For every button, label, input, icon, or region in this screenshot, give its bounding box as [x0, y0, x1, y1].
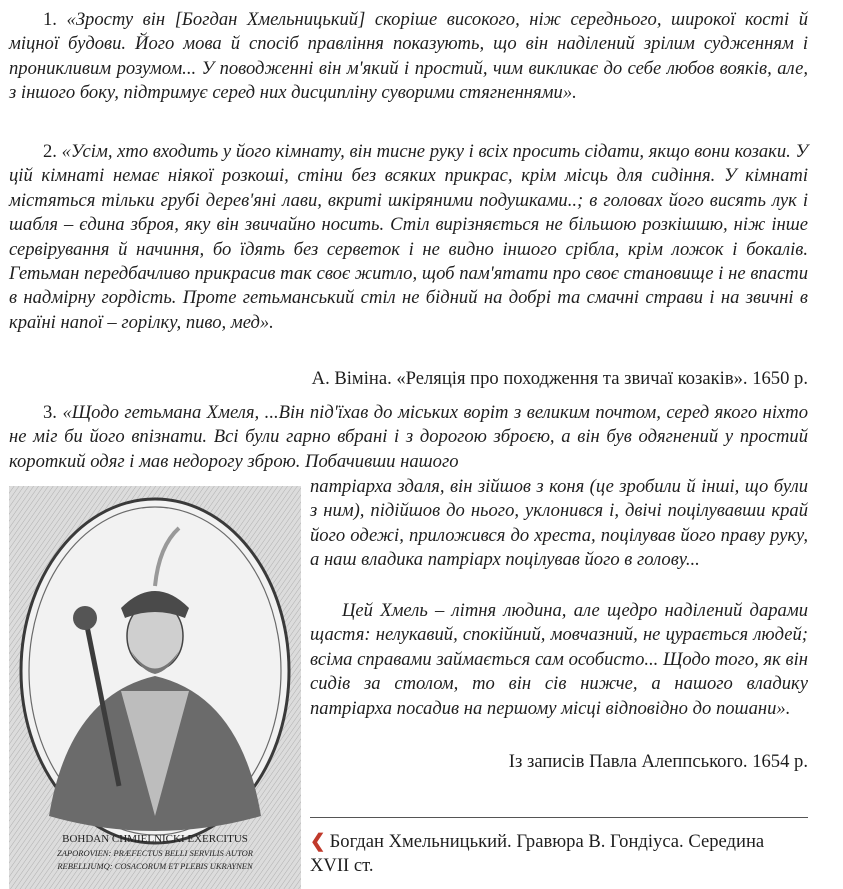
quote-3-side-text-2: Цей Хмель – літня людина, але щедро наділений дарами щастя: нелукавий, спокійний, мовчазний, не цурається людей; всіма справами займається сам особисто... Щодо того, як він сидів за столом, то він сів нижче, а нашого владику патріарха посадив на першому місці відповідно до пошани».	[310, 600, 808, 719]
quote-2-number: 2.	[43, 141, 57, 162]
quote-3-source: Із записів Павла Алеппського. 1654 р.	[508, 751, 808, 772]
engraving-inscription-1: BOHDAN CHMIELNICKI EXERCITUS	[62, 833, 248, 845]
quote-2-text: «Усім, хто входить у його кімнату, він тисне руку і всіх просить сідати, якщо вони козаки. У цій кімнаті немає ніякої розкоші, стіни без всяких прикрас, крім місць для сидіння. У кімнаті містяться тільки грубі дерев'яні лави, вкриті шкіряними подушками..; в головах його висять лук і шабля – єдина зброя, яку він звичайно носить. Стіл вирізняється не більшою розкішшю, ніж інше сервірування й начиння, бо їдять без серветок і не видно іншого срібла, крім ложок і бокалів. Гетьман передбачливо прикрасив так своє житло, щоб пам'ятати про своє становище і не впасти в надмірну гордість. Проте гетьманський стіл не бідний на добрі та смачні страви і на звичні в країні напої – горілку, пиво, мед».	[9, 141, 808, 333]
engraving-inscription-2: ZAPOROVIEN: PRÆFECTUS BELLI SERVILIS AUTOR	[57, 848, 253, 858]
portrait-engraving	[9, 486, 301, 889]
quote-3-number: 3.	[43, 402, 57, 423]
figure-caption	[310, 830, 808, 878]
quote-3-text-top: «Щодо гетьмана Хмеля, ...Він під'їхав до міських воріт з великим почтом, серед якого ніхто не міг би його впізнати. Всі були гарно вбрані і з дорогою зброєю, а він був одягнений у простий короткий одяг і мав недорогу зброю. Побачивши нашого	[9, 402, 809, 472]
quote-3-side-text: патріарха здаля, він зійшов з коня (це зробили й інші, що були з ним), підійшов до нього, уклонився і, двічі поцілувавши край його одежі, приложився до хреста, поцілував його праву руку, а наш владика патріарх поцілував його в голову...	[310, 476, 808, 571]
quote-1	[9, 8, 808, 106]
caption-divider	[310, 817, 808, 818]
portrait-illustration	[9, 486, 301, 889]
quote-2-source: А. Віміна. «Реляція про походження та звичаї козаків». 1650 р.	[311, 368, 808, 389]
engraving-inscription-3: REBELLIUMQ: COSACORUM ET PLEBIS UKRAYNEN	[57, 861, 253, 871]
quote-2	[9, 140, 808, 335]
quote-3	[9, 401, 808, 474]
left-arrow-icon: ❮	[310, 831, 326, 852]
caption-text: Богдан Хмельницький. Гравюра В. Гондіуса. Середина XVII ст.	[310, 831, 765, 876]
quote-1-text: «Зросту він [Богдан Хмельницький] скоріше високого, ніж середнього, широкої кості й міцної будови. Його мова й спосіб правління показують, що він наділений зрілим судженням і проникливим розумом... У поводженні він м'який і простий, чим викликає до себе любов вояків, але, з іншого боку, підтримує серед них дисципліну суворими стягненнями».	[9, 9, 808, 104]
quote-1-number: 1.	[43, 9, 57, 30]
